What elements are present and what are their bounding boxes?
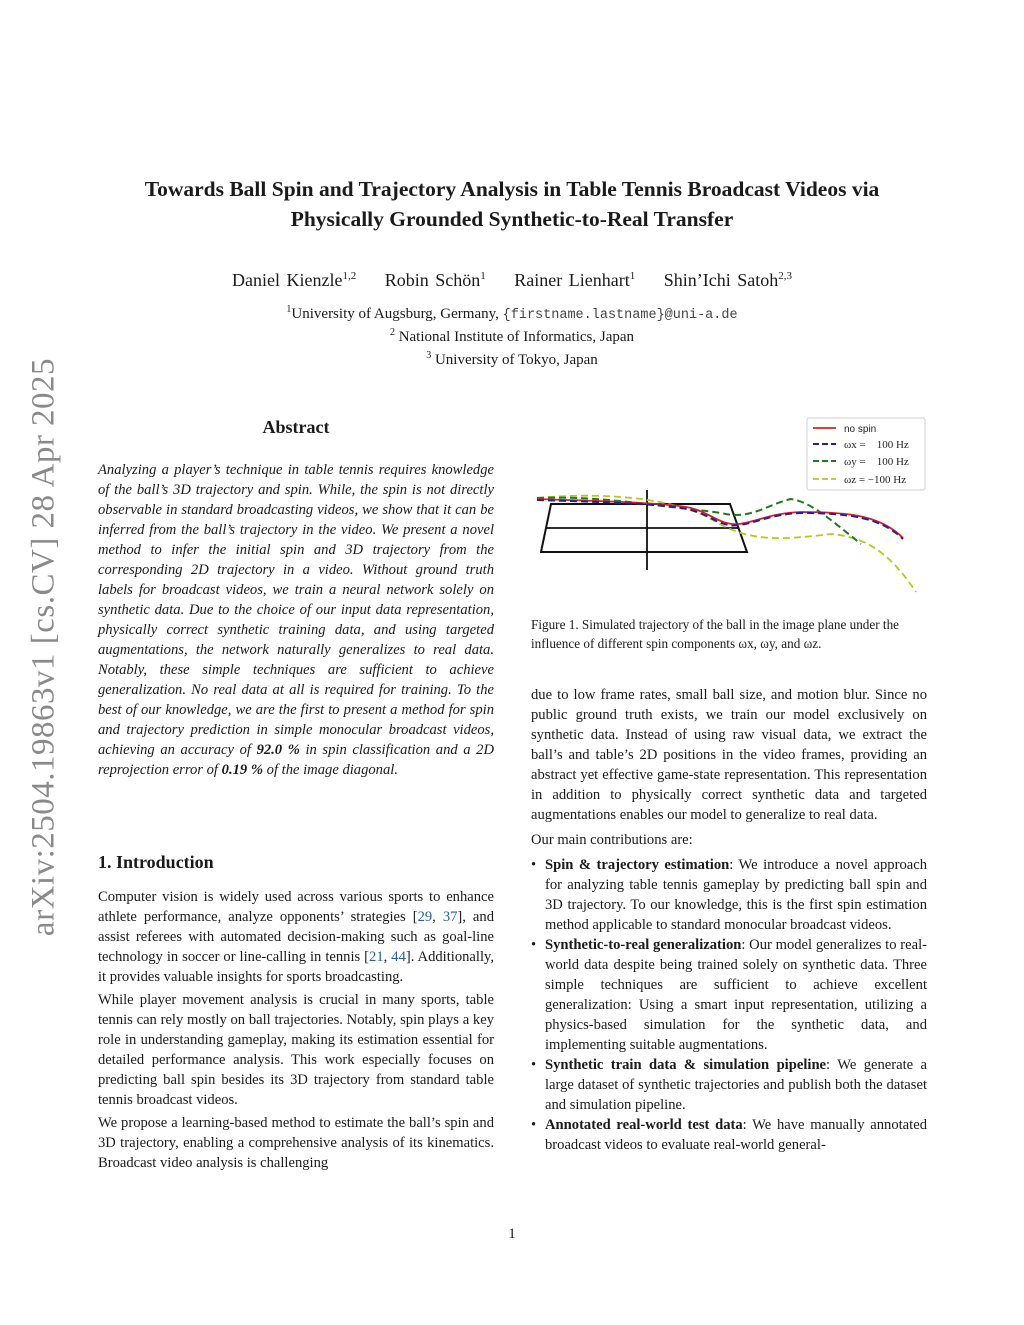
legend-label: ωz = −100 Hz: [844, 474, 907, 486]
author: Rainer Lienhart$^1$: [514, 270, 636, 290]
contributions-intro: Our main contributions are:: [531, 832, 693, 848]
contribution-item: • Synthetic train data & simulation pipeline: We generate a large dataset of synthetic trajectories and publish both the dataset and simulation pipeline.: [531, 1055, 927, 1115]
intro-paragraph: We propose a learning-based method to estimate the ball’s spin and 3D trajectory, enabling a comprehensive analysis of its kinematics. Broadcast video analysis is challenging: [98, 1115, 494, 1171]
citation-link[interactable]: 37: [442, 909, 458, 925]
contribution-item: • Spin & trajectory estimation: We introduce a novel approach for analyzing table tennis gameplay by predicting ball spin and 3D trajectory. To our knowledge, this is the first spin estimation method applicable to standard monocular broadcast videos.: [531, 855, 927, 935]
arxiv-identifier-text: arXiv:2504.19863v1 [cs.CV] 28 Apr 2025: [25, 357, 62, 937]
intro-heading: 1. Introduction: [98, 852, 214, 872]
abstract-text: Analyzing a player’s technique in table tennis requires knowledge of the ball’s 3D trajectory and spin. While, the spin is not directly observable in standard broadcasting videos, we show that it can be inferred from the ball’s trajectory in the video. We present a novel method to infer the initial spin and 3D trajectory from the corresponding 2D trajectory in a video. Without ground truth labels for broadcast videos, we train a neural network solely on synthetic data. Due to the choice of our input data representation, physically correct synthetic training data, and using targeted augmentations, the network naturally generalizes to real data. Notably, these simple techniques are sufficient to achieve generalization. No real data at all is required for training. To the best of our knowledge, we are the first to present a method for spin and trajectory prediction in simple monocular broadcast videos, achieving an accuracy of 92.0 % in spin classification and a 2D reprojection error of 0.19 % of the image diagonal.: [98, 462, 494, 778]
body-paragraph: due to low frame rates, small ball size, and motion blur. Since no public ground truth exists, we train our model exclusively on synthetic data. Instead of using raw visual data, we extract the ball’s and table’s 2D positions in the video frames, providing an abstract yet effective game-state representation. This representation in addition to physically correct synthetic data and targeted augmentations enables our model to generalize to real data.: [531, 687, 927, 823]
paper-title-line-1: Towards Ball Spin and Trajectory Analysis in Table Tennis Broadcast Videos via: [144, 177, 880, 201]
paper-title-line-2: Physically Grounded Synthetic-to-Real Transfer: [290, 207, 734, 231]
arxiv-identifier: [24, 352, 64, 942]
contribution-item: • Synthetic-to-real generalization: Our model generalizes to real-world data despite being trained solely on synthetic data. Three simple techniques are sufficient to achieve excellent generalization: Using a smart input representation, utilizing a physics-based simulation for the synthetic data, and implementing suitable augmentations.: [531, 935, 927, 1055]
figure-1-trajectory-plot: [531, 412, 931, 602]
affiliation-1: $^1$University of Augsburg, Germany, {firstname.lastname}@uni-a.de: [286, 304, 738, 323]
error-value: 0.19 %: [221, 762, 263, 778]
legend-label: ωy = 100 Hz: [844, 456, 909, 468]
right-column-body: [531, 685, 927, 1155]
citation-link[interactable]: 44: [391, 949, 406, 965]
accuracy-value: 92.0 %: [256, 742, 300, 758]
author: Shin’Ichi Satoh$^{2,3}$: [663, 270, 792, 290]
figure-1-caption: Figure 1. Simulated trajectory of the ball in the image plane under the influence of different spin components ωx, ωy, and ωz.: [531, 617, 900, 651]
trajectory-omega-z: [537, 496, 916, 592]
contributions-list: [531, 855, 927, 1155]
affiliation-2: $^2$ National Institute of Informatics, Japan: [389, 327, 635, 345]
legend-label: ωx = 100 Hz: [844, 439, 909, 451]
author-list: [0, 270, 1024, 291]
legend-label: no spin: [844, 424, 877, 435]
author: Daniel Kienzle$^{1,2}$: [232, 270, 357, 290]
citation-link[interactable]: 29: [417, 909, 433, 925]
intro-body: [98, 887, 494, 1173]
page-number: 1: [508, 1226, 516, 1242]
intro-paragraph: Computer vision is widely used across various sports to enhance athlete performance, analyze opponents’ strategies [29, 37], and assist referees with automated decision-making such as goal-line technology in soccer or line-calling in tennis [21, 44]. Additionally, it provides valuable insights for sports broadcasting.: [98, 889, 495, 985]
abstract-heading: Abstract: [262, 417, 330, 437]
citation-link[interactable]: 21: [369, 949, 384, 965]
intro-paragraph: While player movement analysis is crucial in many sports, table tennis can rely mostly on ball trajectories. Notably, spin plays a key role in understanding gameplay, making its estimation essential for detailed performance analysis. This work especially focuses on predicting ball spin besides its 3D trajectory from standard table tennis broadcast videos.: [98, 992, 494, 1108]
author: Robin Schön$^1$: [384, 270, 486, 290]
affiliation-3: $^3$ University of Tokyo, Japan: [426, 350, 598, 368]
contribution-item: • Annotated real-world test data: We have manually annotated broadcast videos to evaluate real-world general-: [531, 1115, 927, 1155]
email-address: {firstname.lastname}@uni-a.de: [502, 308, 738, 323]
